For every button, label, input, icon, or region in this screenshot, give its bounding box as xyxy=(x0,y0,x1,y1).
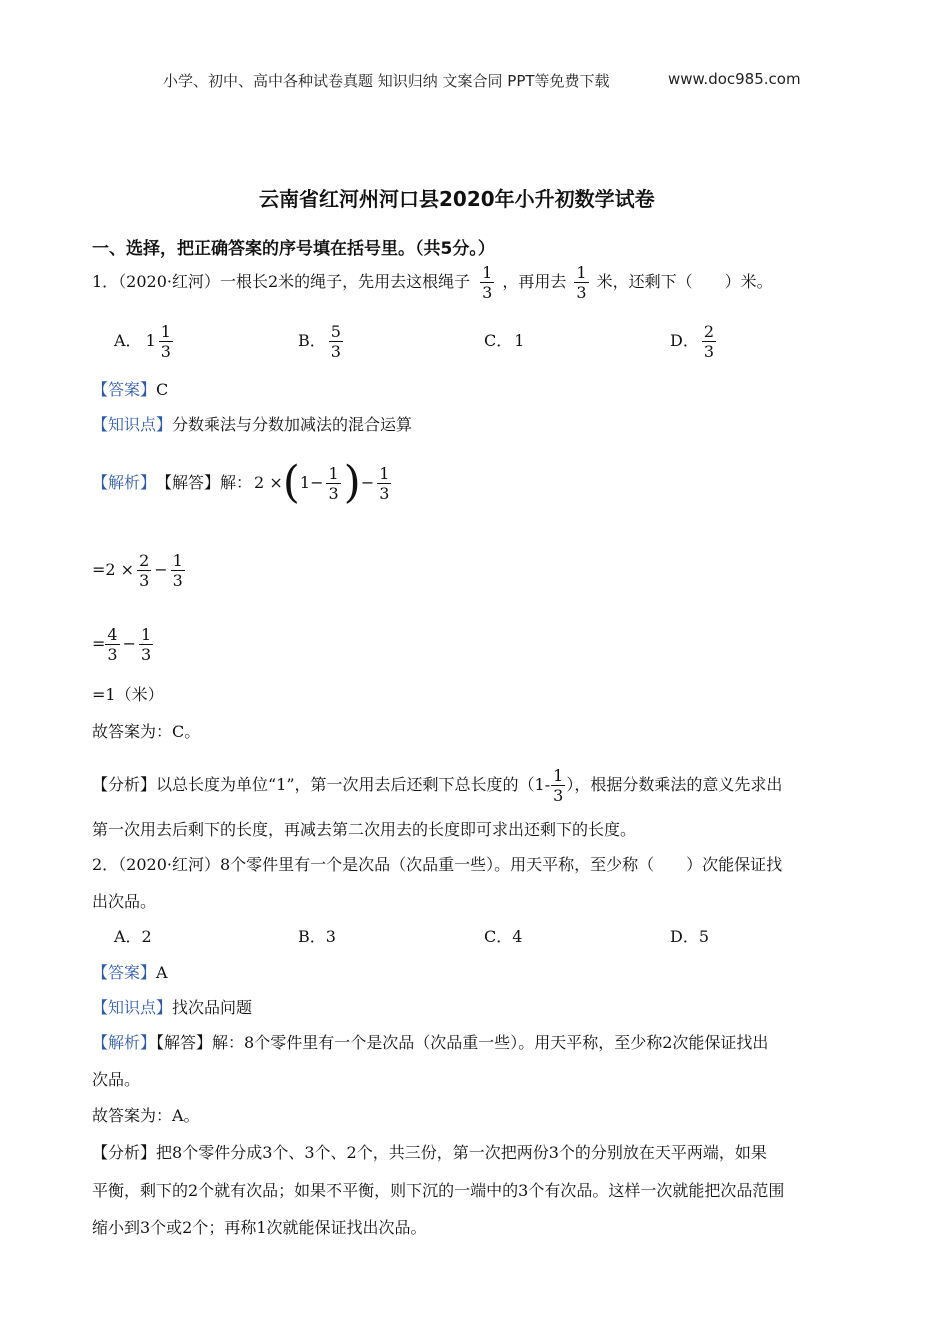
expr-term: 1− xyxy=(299,473,324,492)
fraction-numerator: 1 xyxy=(379,463,390,483)
answer-value: C xyxy=(156,380,169,399)
q1-solution-line-4: =1（米） xyxy=(92,685,164,704)
q1-stem-fraction-1 xyxy=(480,263,494,302)
left-paren: ( xyxy=(282,457,300,508)
answer-tag: 【答案】 xyxy=(92,963,157,982)
option-fraction xyxy=(329,322,343,361)
q2-option-d: D．5 xyxy=(670,927,710,946)
option-label: A． xyxy=(114,331,142,350)
analysis-text: ），根据分数乘法的意义先求出 xyxy=(566,775,783,794)
expr-fraction xyxy=(326,464,340,503)
option-fraction xyxy=(702,322,716,361)
fraction-denominator: 3 xyxy=(172,570,183,590)
fraction-numerator: 5 xyxy=(330,321,341,341)
fraction-denominator: 3 xyxy=(139,570,150,590)
knowledge-tag: 【知识点】 xyxy=(92,998,173,1017)
fraction-denominator: 3 xyxy=(553,785,564,805)
q2-conclusion: 故答案为：A。 xyxy=(92,1106,200,1125)
q2-answer xyxy=(92,963,168,983)
q1-analysis-line-1 xyxy=(92,763,782,807)
expr-fraction xyxy=(171,551,185,590)
fraction-numerator: 1 xyxy=(160,321,171,341)
expr-fraction xyxy=(139,625,153,664)
q1-analysis-line-2: 第一次用去后剩下的长度，再减去第二次用去的长度即可求出还剩下的长度。 xyxy=(92,820,637,839)
q1-stem-part-b: ，再用去 xyxy=(502,272,567,291)
fraction-numerator: 1 xyxy=(141,624,152,644)
expr-operator: − xyxy=(122,634,136,653)
q2-solution-line-1 xyxy=(92,1033,768,1053)
solve-tag: 【解答】 xyxy=(156,473,221,492)
right-paren: ) xyxy=(343,457,361,508)
q1-solution-line-2 xyxy=(92,548,188,592)
solve-text: 解：8个零件里有一个是次品（次品重一些）。用天平称，至少称2次能保证找出 xyxy=(212,1033,769,1052)
fraction-numerator: 4 xyxy=(107,624,118,644)
q2-option-b: B．3 xyxy=(298,927,336,946)
q1-stem-part-a: 1．（2020·红河）一根长2米的绳子，先用去这根绳子 xyxy=(92,272,471,291)
expr-term: =2 × xyxy=(92,560,135,579)
solve-tag: 【解答】 xyxy=(156,1033,213,1052)
q2-solution-line-2: 次品。 xyxy=(92,1070,141,1089)
option-label: B． xyxy=(298,331,326,350)
q2-stem-line-2: 出次品。 xyxy=(92,892,157,911)
fraction-numerator: 1 xyxy=(172,550,183,570)
answer-tag: 【答案】 xyxy=(92,380,157,399)
option-label: D． xyxy=(670,331,699,350)
expr-fraction xyxy=(105,625,119,664)
expr-fraction xyxy=(377,464,391,503)
option-whole: 1 xyxy=(145,331,156,350)
fraction-denominator: 3 xyxy=(328,483,339,503)
knowledge-value: 分数乘法与分数加减法的混合运算 xyxy=(172,415,413,434)
q2-option-a: A．2 xyxy=(114,927,152,946)
fraction-denominator: 3 xyxy=(379,483,390,503)
page-title: 云南省红河州河口县2020年小升初数学试卷 xyxy=(259,187,655,211)
expr-operator: − xyxy=(360,473,375,492)
expr-fraction xyxy=(137,551,151,590)
fraction-numerator: 2 xyxy=(139,550,150,570)
fraction-denominator: 3 xyxy=(141,644,152,664)
fraction-denominator: 3 xyxy=(576,282,587,302)
q1-option-a xyxy=(114,320,176,362)
fraction-numerator: 1 xyxy=(482,262,493,282)
q2-stem-line-1: 2．（2020·红河）8个零件里有一个是次品（次品重一些）。用天平称，至少称（ ）次能保证找 xyxy=(92,855,783,874)
knowledge-value: 找次品问题 xyxy=(172,998,253,1017)
expr-operator: − xyxy=(154,560,168,579)
analysis-tag: 【解析】 xyxy=(92,1033,157,1052)
q1-option-b xyxy=(298,320,346,362)
fraction-numerator: 1 xyxy=(553,765,564,785)
q1-solution-line-3 xyxy=(92,622,156,666)
section-heading: 一、选择，把正确答案的序号填在括号里。（共5分。） xyxy=(92,239,495,259)
header-left-text: 小学、初中、高中各种试卷真题 知识归纳 文案合同 PPT等免费下载 xyxy=(163,72,610,90)
q1-stem-fraction-2 xyxy=(574,263,588,302)
fraction-denominator: 3 xyxy=(330,341,341,361)
fraction-numerator: 1 xyxy=(328,463,339,483)
q2-analysis-line-2: 平衡，剩下的2个就有次品；如果不平衡，则下沉的一端中的3个有次品。这样一次就能把次品范围 xyxy=(92,1181,785,1200)
analysis-text: 以总长度为单位“1”，第一次用去后还剩下总长度的（1- xyxy=(156,775,551,794)
q2-option-c: C．4 xyxy=(484,927,523,946)
q1-option-c xyxy=(484,320,524,362)
analysis-text: 把8个零件分成3个、3个、2个，共三份，第一次把两份3个的分别放在天平两端，如果 xyxy=(156,1143,767,1162)
analysis-tag: 【解析】 xyxy=(92,473,157,492)
q1-stem xyxy=(92,262,773,302)
fraction-denominator: 3 xyxy=(703,341,715,361)
q1-knowledge xyxy=(92,415,412,435)
q1-solution-line-1 xyxy=(92,458,394,508)
fraction-numerator: 1 xyxy=(576,262,587,282)
fraction-numerator: 2 xyxy=(703,321,715,341)
expr-term: = xyxy=(92,634,106,653)
option-value: 1 xyxy=(514,331,525,350)
answer-value: A xyxy=(156,963,168,982)
analysis-fraction xyxy=(551,766,565,805)
expr-term: 2 × xyxy=(254,473,283,492)
q2-knowledge xyxy=(92,998,252,1018)
knowledge-tag: 【知识点】 xyxy=(92,415,173,434)
solve-prefix: 解： xyxy=(220,473,253,492)
q2-analysis-line-1 xyxy=(92,1143,767,1163)
option-fraction xyxy=(159,322,173,361)
header-website-link[interactable]: www.doc985.com xyxy=(668,70,801,88)
fraction-denominator: 3 xyxy=(160,341,171,361)
q1-stem-part-c: 米，还剩下（ ）米。 xyxy=(596,272,773,291)
option-label: C． xyxy=(484,331,513,350)
fraction-denominator: 3 xyxy=(482,282,493,302)
q1-option-d xyxy=(670,320,719,362)
q1-conclusion: 故答案为：C。 xyxy=(92,722,201,741)
fenxi-tag: 【分析】 xyxy=(92,775,157,794)
fenxi-tag: 【分析】 xyxy=(92,1143,157,1162)
q2-analysis-line-3: 缩小到3个或2个；再称1次就能保证找出次品。 xyxy=(92,1218,427,1237)
q1-answer xyxy=(92,380,168,400)
fraction-denominator: 3 xyxy=(107,644,118,664)
